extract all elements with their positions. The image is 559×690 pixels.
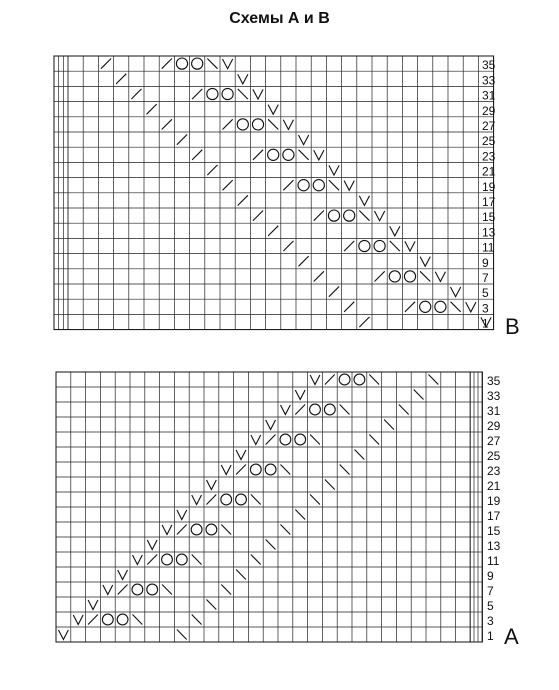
yarn-over-symbol (354, 374, 365, 385)
ssk-symbol (162, 585, 172, 595)
ssk-symbol (414, 390, 424, 400)
yarn-over-symbol (339, 374, 350, 385)
slip-stitch-symbol (359, 196, 369, 206)
row-number: 15 (482, 210, 496, 225)
k2tog-symbol (207, 165, 217, 175)
slip-stitch-symbol (420, 257, 430, 267)
row-number: 35 (482, 58, 496, 73)
yarn-over-symbol (250, 464, 261, 475)
ssk-symbol (133, 615, 143, 625)
slip-stitch-symbol (221, 465, 231, 475)
ssk-symbol (340, 405, 350, 415)
row-number: 21 (482, 164, 496, 179)
row-number: 21 (487, 479, 501, 493)
ssk-symbol (281, 465, 291, 475)
ssk-symbol (207, 59, 217, 69)
chart-a-label: A (504, 624, 519, 649)
ssk-symbol (340, 465, 350, 475)
row-number: 29 (487, 419, 501, 433)
k2tog-symbol (405, 302, 415, 312)
yarn-over-symbol (265, 464, 276, 475)
k2tog-symbol (283, 241, 293, 251)
k2tog-symbol (116, 74, 126, 84)
yarn-over-symbol (283, 149, 294, 160)
yarn-over-symbol (176, 554, 187, 565)
ssk-symbol (221, 585, 231, 595)
ssk-symbol (238, 89, 248, 99)
k2tog-symbol (223, 119, 233, 129)
page-title: Схемы А и В (229, 10, 330, 27)
slip-stitch-symbol (223, 59, 233, 69)
slip-stitch-symbol (133, 555, 143, 565)
yarn-over-symbol (295, 434, 306, 445)
row-number: 29 (482, 103, 496, 118)
ssk-symbol (177, 630, 187, 640)
ssk-symbol (310, 495, 320, 505)
k2tog-symbol (266, 435, 276, 445)
yarn-over-symbol (280, 434, 291, 445)
row-number: 7 (487, 584, 494, 598)
yarn-over-symbol (176, 58, 187, 69)
ssk-symbol (192, 615, 202, 625)
row-number: 23 (482, 149, 496, 164)
k2tog-symbol (162, 59, 172, 69)
yarn-over-symbol (162, 554, 173, 565)
k2tog-symbol (177, 525, 187, 535)
row-number: 11 (482, 240, 495, 255)
ssk-symbol (329, 180, 339, 190)
yarn-over-symbol (420, 301, 431, 312)
slip-stitch-symbol (310, 375, 320, 385)
slip-stitch-symbol (283, 120, 293, 130)
row-number: 27 (482, 119, 496, 133)
ssk-symbol (251, 555, 261, 565)
ssk-symbol (399, 405, 409, 415)
row-number: 9 (487, 569, 494, 583)
row-number: 19 (487, 494, 501, 508)
yarn-over-symbol (207, 88, 218, 99)
slip-stitch-symbol (251, 435, 261, 445)
k2tog-symbol (359, 317, 369, 327)
chart-b-label: B (505, 314, 520, 339)
slip-stitch-symbol (177, 510, 187, 520)
row-number: 19 (482, 179, 496, 194)
k2tog-symbol (236, 465, 246, 475)
yarn-over-symbol (117, 614, 128, 625)
k2tog-symbol (192, 150, 202, 160)
slip-stitch-symbol (207, 480, 217, 490)
yarn-over-symbol (268, 149, 279, 160)
yarn-over-symbol (132, 584, 143, 595)
row-number: 33 (482, 73, 496, 88)
yarn-over-symbol (344, 210, 355, 221)
ssk-symbol (390, 241, 400, 251)
yarn-over-symbol (310, 404, 321, 415)
k2tog-symbol (344, 241, 354, 251)
yarn-over-symbol (252, 119, 263, 130)
ssk-symbol (266, 540, 276, 550)
k2tog-symbol (314, 271, 324, 281)
yarn-over-symbol (147, 584, 158, 595)
row-number: 15 (487, 524, 501, 538)
ssk-symbol (429, 375, 439, 385)
ssk-symbol (355, 450, 365, 460)
k2tog-symbol (344, 302, 354, 312)
row-number: 1 (487, 629, 494, 643)
k2tog-symbol (253, 150, 263, 160)
row-number: 13 (487, 539, 501, 553)
slip-stitch-symbol (344, 181, 354, 191)
slip-stitch-symbol (253, 89, 263, 99)
ssk-symbol (221, 525, 231, 535)
k2tog-symbol (314, 211, 324, 221)
k2tog-symbol (329, 287, 339, 297)
row-number: 17 (487, 509, 501, 523)
k2tog-symbol (101, 59, 111, 69)
slip-stitch-symbol (281, 405, 291, 415)
row-number: 23 (487, 464, 501, 478)
k2tog-symbol (283, 180, 293, 190)
slip-stitch-symbol (59, 630, 69, 640)
k2tog-symbol (325, 375, 335, 385)
slip-stitch-symbol (390, 226, 400, 236)
row-number: 33 (487, 389, 501, 403)
row-number: 13 (482, 225, 496, 240)
ssk-symbol (207, 600, 217, 610)
slip-stitch-symbol (375, 211, 385, 221)
ssk-symbol (299, 150, 309, 160)
k2tog-symbol (162, 119, 172, 129)
slip-stitch-symbol (88, 600, 98, 610)
k2tog-symbol (295, 405, 305, 415)
row-number: 7 (482, 271, 489, 285)
row-number: 11 (487, 554, 500, 568)
row-number: 17 (482, 195, 496, 209)
slip-stitch-symbol (103, 585, 113, 595)
k2tog-symbol (223, 180, 233, 190)
yarn-over-symbol (222, 88, 233, 99)
yarn-over-symbol (404, 271, 415, 282)
slip-stitch-symbol (435, 272, 445, 282)
slip-stitch-symbol (466, 302, 476, 312)
yarn-over-symbol (324, 404, 335, 415)
k2tog-symbol (147, 555, 157, 565)
row-number: 1 (482, 316, 489, 331)
slip-stitch-symbol (314, 150, 324, 160)
k2tog-symbol (299, 256, 309, 266)
ssk-symbol (251, 495, 261, 505)
row-number: 31 (482, 88, 496, 103)
k2tog-symbol (238, 195, 248, 205)
ssk-symbol (281, 525, 291, 535)
k2tog-symbol (118, 585, 128, 595)
slip-stitch-symbol (299, 135, 309, 145)
slip-stitch-symbol (405, 241, 415, 251)
row-number: 31 (487, 404, 501, 418)
row-number: 25 (487, 449, 501, 463)
ssk-symbol (192, 555, 202, 565)
ssk-symbol (236, 570, 246, 580)
row-number: 5 (482, 286, 489, 301)
k2tog-symbol (207, 495, 217, 505)
row-number: 27 (487, 434, 501, 448)
row-number: 3 (482, 301, 489, 316)
yarn-over-symbol (192, 58, 203, 69)
yarn-over-symbol (102, 614, 113, 625)
yarn-over-symbol (206, 524, 217, 535)
ssk-symbol (295, 510, 305, 520)
yarn-over-symbol (221, 494, 232, 505)
slip-stitch-symbol (192, 495, 202, 505)
yarn-over-symbol (313, 180, 324, 191)
yarn-over-symbol (328, 210, 339, 221)
slip-stitch-symbol (118, 570, 128, 580)
slip-stitch-symbol (451, 287, 461, 297)
row-number: 35 (487, 374, 501, 388)
ssk-symbol (369, 435, 379, 445)
ssk-symbol (359, 211, 369, 221)
yarn-over-symbol (236, 494, 247, 505)
slip-stitch-symbol (268, 105, 278, 115)
yarn-over-symbol (237, 119, 248, 130)
k2tog-symbol (177, 135, 187, 145)
chart-b (0, 52, 559, 352)
chart-a-grid (0, 366, 559, 666)
slip-stitch-symbol (329, 165, 339, 175)
k2tog-symbol (268, 226, 278, 236)
ssk-symbol (369, 375, 379, 385)
yarn-over-symbol (389, 271, 400, 282)
slip-stitch-symbol (236, 450, 246, 460)
slip-stitch-symbol (238, 74, 248, 84)
row-number: 9 (482, 255, 489, 270)
k2tog-symbol (253, 211, 263, 221)
yarn-over-symbol (435, 301, 446, 312)
ssk-symbol (268, 119, 278, 129)
slip-stitch-symbol (295, 390, 305, 400)
k2tog-symbol (192, 89, 202, 99)
row-number: 5 (487, 599, 494, 613)
ssk-symbol (384, 420, 394, 430)
ssk-symbol (420, 271, 430, 281)
ssk-symbol (310, 435, 320, 445)
k2tog-symbol (88, 615, 98, 625)
k2tog-symbol (147, 104, 157, 114)
slip-stitch-symbol (147, 540, 157, 550)
slip-stitch-symbol (73, 615, 83, 625)
yarn-over-symbol (298, 180, 309, 191)
yarn-over-symbol (359, 240, 370, 251)
ssk-symbol (451, 302, 461, 312)
k2tog-symbol (131, 89, 141, 99)
row-number: 3 (487, 614, 494, 628)
yarn-over-symbol (191, 524, 202, 535)
chart-b-grid (0, 52, 559, 352)
ssk-symbol (325, 480, 335, 490)
row-number: 25 (482, 134, 496, 149)
yarn-over-symbol (374, 240, 385, 251)
chart-a (0, 366, 559, 666)
slip-stitch-symbol (162, 525, 172, 535)
k2tog-symbol (375, 271, 385, 281)
slip-stitch-symbol (266, 420, 276, 430)
